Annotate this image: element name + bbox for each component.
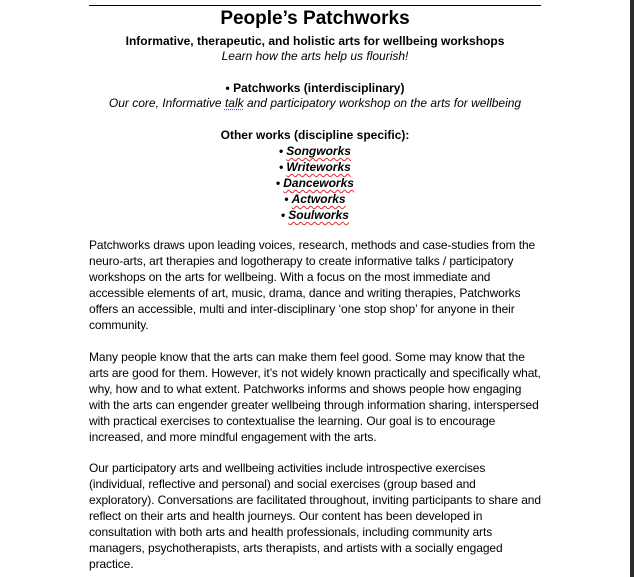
core-work-description: [0, 95, 630, 111]
document-title: People’s Patchworks: [220, 8, 410, 29]
bullet-icon: •: [276, 176, 281, 190]
list-item: [0, 159, 630, 175]
other-works-heading: Other works (discipline specific):: [220, 128, 410, 142]
core-work-heading: [0, 80, 630, 96]
list-item: [0, 207, 630, 223]
bullet-icon: •: [279, 144, 284, 158]
viewer-scroll-edge[interactable]: [630, 0, 634, 577]
core-desc-before: Our core, Informative: [108, 96, 225, 110]
body-paragraph-1: Patchworks draws upon leading voices, research, methods and case-studies from the neuro-arts, art therapies and logotherapy to create informative talks / participatory workshops on the arts for wellbeing. With a focus on the most immediate and accessible elements of art, music, drama, dance and writing therapies, Patchworks offers an accessible, multi and inter-disciplinary ‘one stop shop’ for anyone in their community.: [89, 238, 536, 332]
body-paragraph-3: Our participatory arts and wellbeing activities include introspective exercises (individual, reflective and personal) and social exercises (group based and exploratory). Conversations are facilitated throughout, inviting participants to share and reflect on their arts and health journeys. Our content has been developed in consultation with both arts and health professionals, including community arts managers, psychotherapists, arts therapists, and artists with a socially engaged practice.: [89, 461, 541, 571]
list-item: [0, 191, 630, 207]
bullet-icon: •: [281, 208, 286, 222]
core-desc-after: and participatory workshop on the arts for wellbeing: [243, 96, 522, 110]
work-name-actworks: Actworks: [291, 192, 346, 206]
document-subtitle: Informative, therapeutic, and holistic arts for wellbeing workshops: [125, 34, 505, 48]
work-name-soulworks: Soulworks: [288, 208, 349, 222]
list-item: [0, 175, 630, 191]
grammar-flagged-word: talk: [224, 96, 244, 110]
work-name-danceworks: Danceworks: [283, 176, 354, 190]
top-rule-divider: [89, 5, 541, 6]
bullet-icon: •: [284, 192, 289, 206]
bullet-icon: •: [279, 160, 284, 174]
core-work-label: Patchworks (interdisciplinary): [233, 81, 405, 95]
list-item: [0, 143, 630, 159]
work-name-writeworks: Writeworks: [286, 160, 351, 174]
body-paragraph-2: Many people know that the arts can make them feel good. Some may know that the arts are good for them. However, it’s not widely known practically and specifically what, why, how and to what extent. Patchworks informs and shows people how engaging with the arts can engender greater wellbeing through information sharing, interspersed with practical exercises to contextualise the learning. Our goal is to encourage increased, and more mindful engagement with the arts.: [89, 350, 541, 444]
work-name-songworks: Songworks: [286, 144, 351, 158]
document-tagline: Learn how the arts help us flourish!: [221, 49, 409, 63]
other-works-list: [0, 143, 630, 223]
bullet-icon: •: [225, 81, 230, 95]
